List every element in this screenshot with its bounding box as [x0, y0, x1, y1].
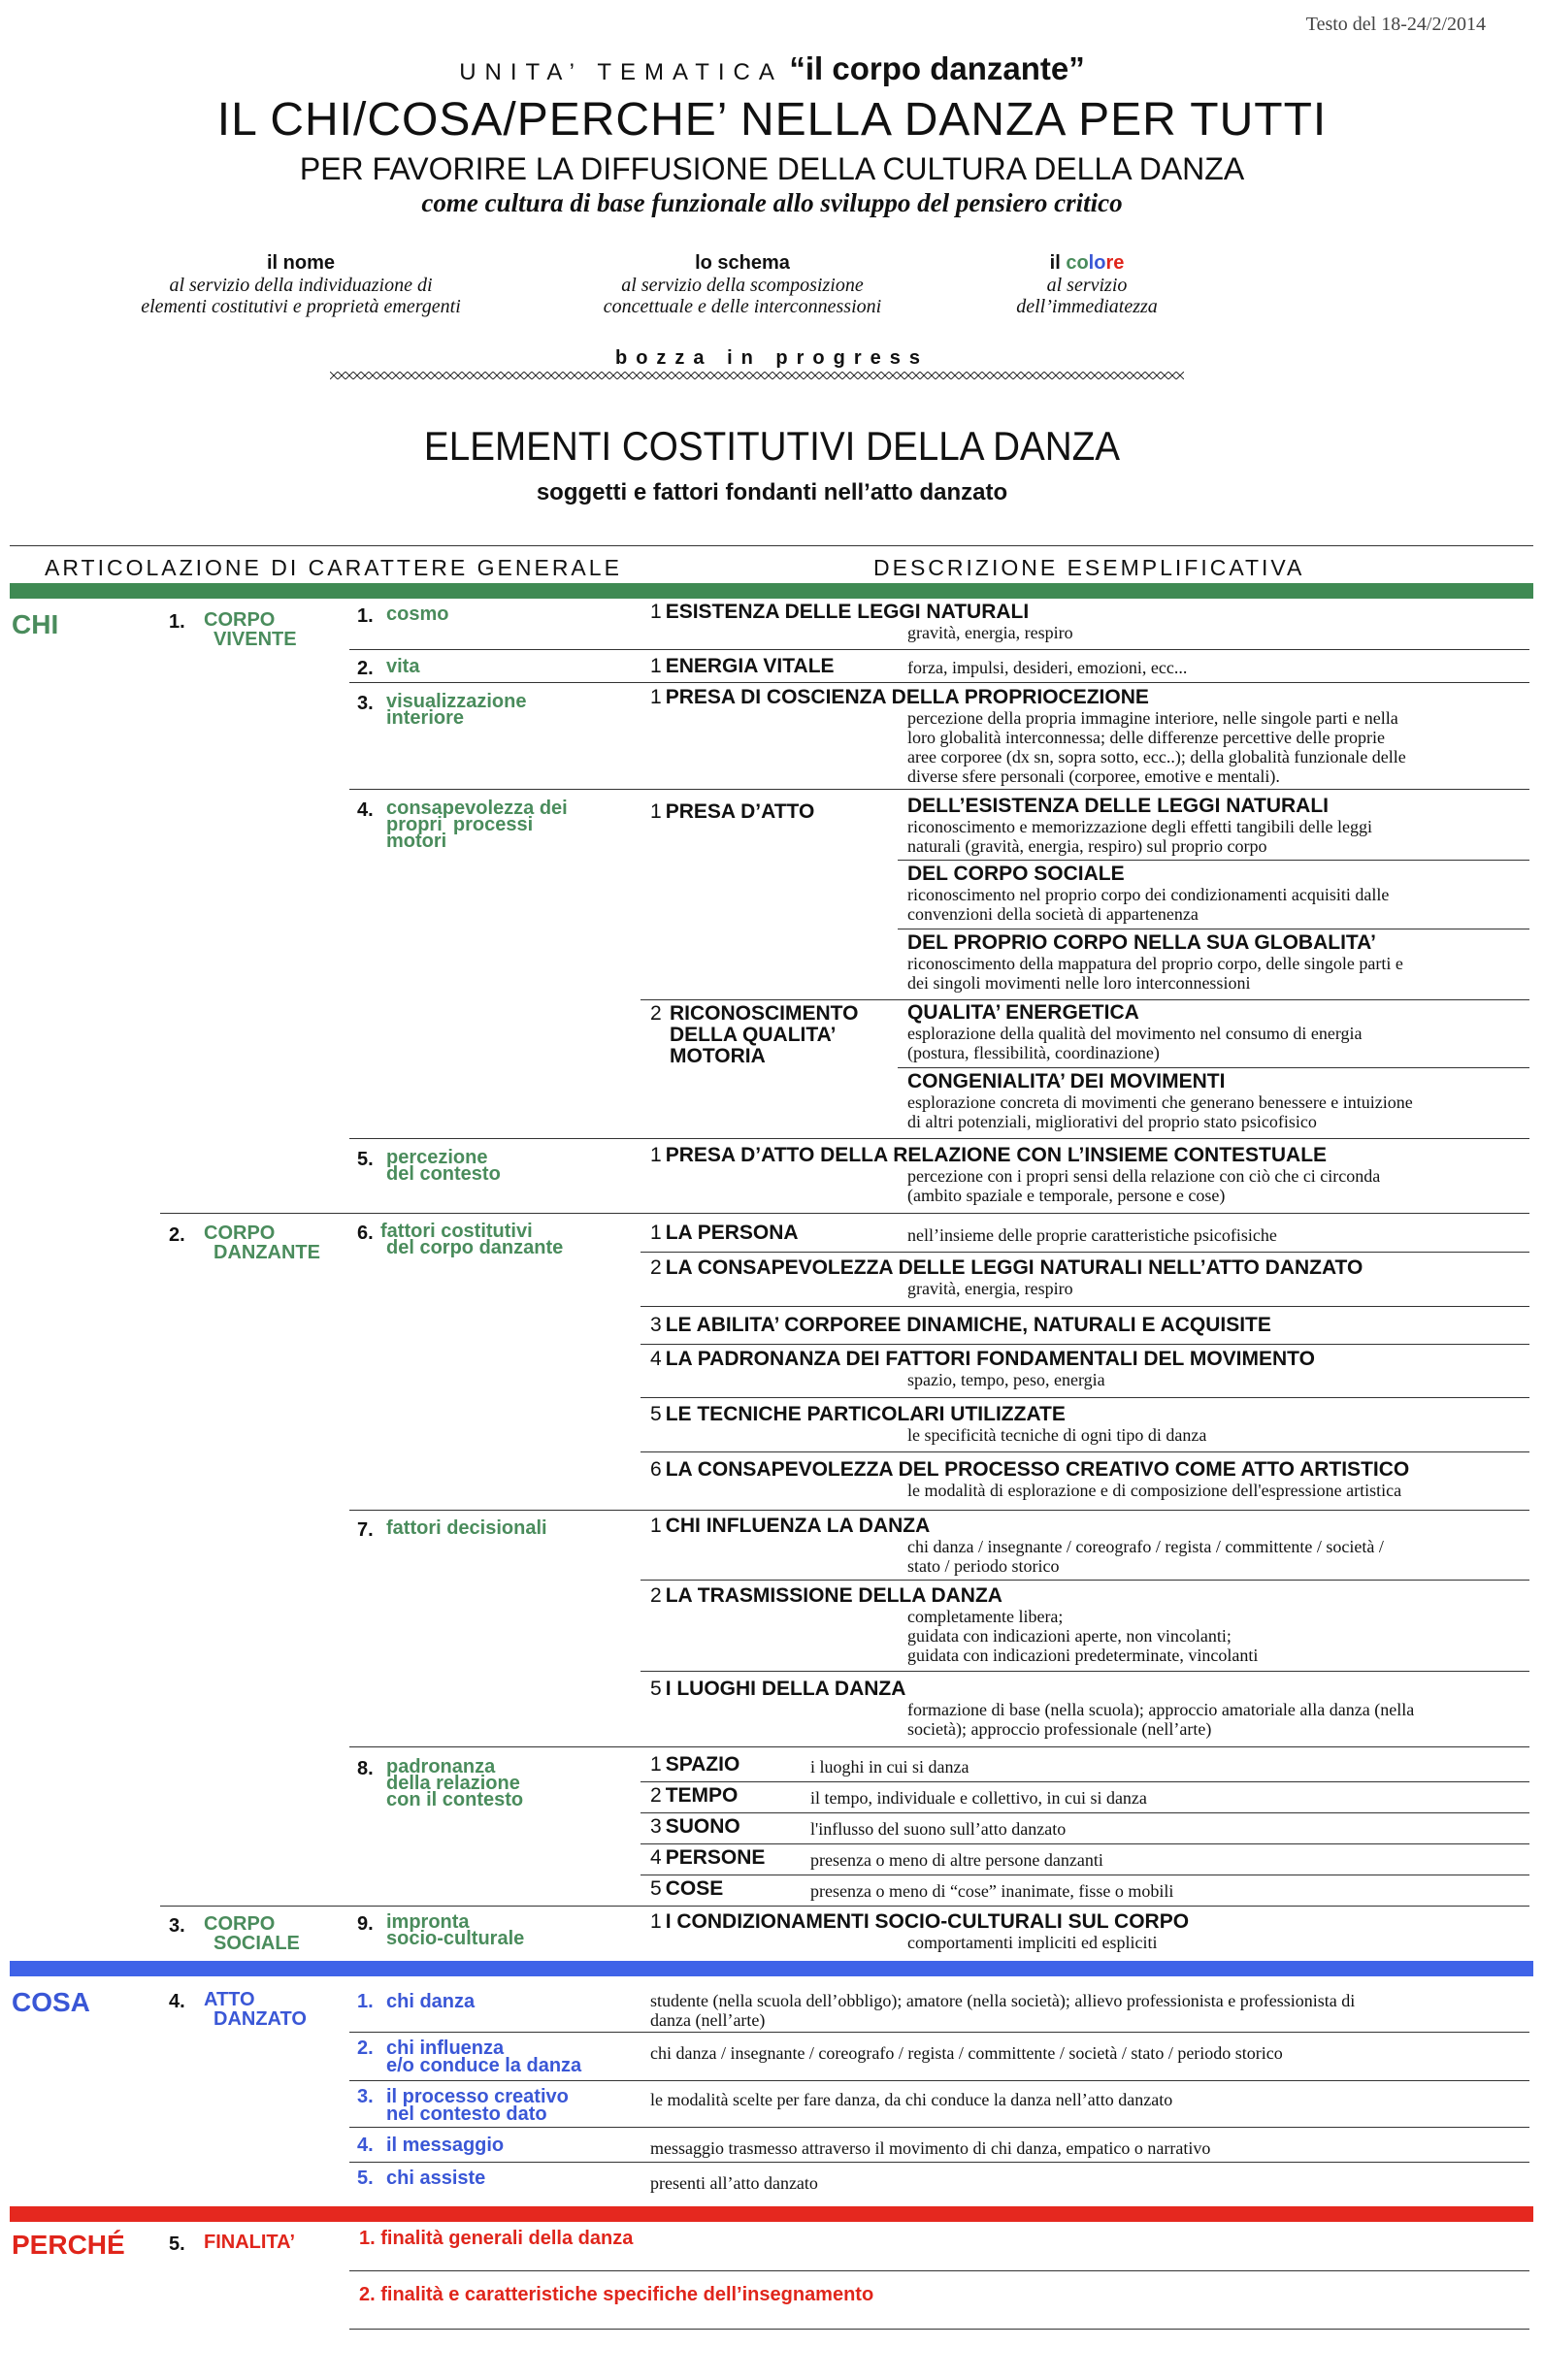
subitem-label: padronanza [386, 1756, 496, 1777]
desc-num: 4 [650, 1348, 662, 1370]
desc-text: comportamenti impliciti ed espliciti [907, 1933, 1158, 1952]
desc-num: 6 [650, 1458, 662, 1481]
rule [349, 2329, 1529, 2330]
desc-title: LE TECNICHE PARTICOLARI UTILIZZATE [665, 1403, 1066, 1425]
desc-title: I LUOGHI DELLA DANZA [665, 1678, 906, 1700]
rule [349, 682, 1529, 683]
rule [349, 2162, 1529, 2163]
desc-num: 1 [650, 1144, 662, 1166]
cosa-item-label: nel contesto dato [386, 2103, 547, 2125]
relation-row [650, 1784, 1147, 1808]
group-label-2: SOCIALE [214, 1933, 300, 1954]
subitem-num: 6. [357, 1223, 374, 1244]
rule [349, 2080, 1529, 2081]
subitem-label: impronta [386, 1911, 470, 1933]
subtitle: PER FAVORIRE LA DIFFUSIONE DELLA CULTURA DELLA DANZA [299, 151, 1245, 186]
group-label-2: DANZATO [214, 2008, 307, 2030]
pillar-schema [543, 252, 941, 317]
draft-label: bozza in progress [614, 347, 930, 369]
relation-value: l'influsso del suono sull’atto danzato [810, 1819, 1067, 1839]
desc-text: (ambito spaziale e temporale, persone e cose) [907, 1186, 1226, 1205]
cosa-item-desc [650, 1991, 1528, 2030]
desc-text: le specificità tecniche di ogni tipo di danza [907, 1425, 1207, 1445]
rule [898, 860, 1529, 861]
desc-padronanza-fattori [650, 1349, 1524, 1389]
column-header-right: DESCRIZIONE ESEMPLIFICATIVA [873, 555, 1305, 580]
desc-text: di altri potenziali, migliorativi del proprio stato psicofisico [907, 1112, 1317, 1131]
relation-value: presenza o meno di altre persone danzanti [810, 1850, 1103, 1870]
cosa-item-label: chi danza [386, 1991, 476, 2012]
cosa-item-num: 3. [357, 2086, 374, 2107]
desc-text: guidata con indicazioni aperte, non vincolanti; [907, 1626, 1232, 1646]
desc-title: PRESA D’ATTO [665, 800, 815, 823]
desc-chi-influenza [650, 1516, 1524, 1576]
pillar-colore-title: il colore [1049, 252, 1125, 274]
subitem-label: motori [386, 831, 447, 852]
desc-vita [650, 656, 1524, 677]
pillar-colore-line1: al servizio [1046, 275, 1128, 296]
rule [349, 2127, 1529, 2128]
desc-abilita [650, 1315, 1524, 1336]
desc-tecniche [650, 1404, 1524, 1445]
relation-key: SPAZIO [665, 1753, 740, 1776]
desc-title: CHI INFLUENZA LA DANZA [665, 1515, 931, 1537]
desc-text: formazione di base (nella scuola); approccio amatoriale alla danza (nella [907, 1700, 1415, 1719]
cosa-item-label: il processo creativo [386, 2086, 569, 2107]
group-num: 2. [169, 1224, 185, 1246]
cosa-label: COSA [12, 1987, 90, 2017]
subitem-label: del corpo danzante [386, 1237, 564, 1258]
subitem-label: interiore [386, 707, 465, 729]
subitem-label: vita [386, 656, 420, 677]
pillar-schema-line1: al servizio della scomposizione [621, 275, 864, 296]
desc-text: aree corporee (dx sn, sopra sotto, ecc..); della globalità funzionale delle [907, 747, 1406, 766]
desc-congenialita [907, 1071, 1528, 1131]
desc-luoghi [650, 1679, 1528, 1739]
perche-bar [10, 2206, 1533, 2222]
group-num: 1. [169, 611, 185, 633]
tagline: come cultura di base funzionale allo sviluppo del pensiero critico [421, 188, 1123, 217]
relation-row [650, 1815, 1067, 1839]
desc-num: 1 [650, 686, 662, 708]
rule [641, 1671, 1529, 1672]
desc-text: forza, impulsi, desideri, emozioni, ecc... [907, 658, 1188, 677]
rule [349, 649, 1529, 650]
rule [641, 1344, 1529, 1345]
group-label-1: CORPO [204, 1223, 276, 1244]
subitem-label: percezione [386, 1147, 488, 1168]
group-label-1: CORPO [204, 609, 276, 631]
chi-bar [10, 583, 1533, 599]
rule [641, 1812, 1529, 1813]
desc-trasmissione [650, 1585, 1524, 1665]
rule [349, 1746, 1529, 1747]
cosa-item-num: 5. [357, 2168, 374, 2189]
desc-text: le modalità di esplorazione e di composizione dell'espressione artistica [907, 1481, 1402, 1500]
rule [160, 1213, 1529, 1214]
relation-key: COSE [665, 1877, 724, 1900]
desc-title: DELLA QUALITA’ [670, 1024, 837, 1046]
desc-corpo-sociale [907, 864, 1528, 924]
rule [641, 1451, 1529, 1452]
relation-key: PERSONE [665, 1846, 766, 1869]
cosa-item-label: e/o conduce la danza [386, 2055, 582, 2076]
cosa-desc-line: studente (nella scuola dell’obbligo); amatore (nella società); allievo professionista e professionista di [650, 1991, 1356, 2010]
cosa-item-desc: messaggio trasmesso attraverso il movimento di chi danza, empatico o narrativo [650, 2138, 1211, 2158]
desc-text: riconoscimento e memorizzazione degli effetti tangibili delle leggi [907, 817, 1372, 836]
cosa-item-desc: le modalità scelte per fare danza, da chi conduce la danza nell’atto danzato [650, 2090, 1173, 2109]
pillar-nome-line1: al servizio della individuazione di [169, 275, 433, 296]
subitem-label: con il contesto [386, 1789, 524, 1810]
desc-title: ENERGIA VITALE [665, 655, 835, 677]
subitem-label: fattori costitutivi [380, 1221, 533, 1242]
desc-text: stato / periodo storico [907, 1556, 1060, 1576]
desc-qualita-energetica [907, 1002, 1528, 1062]
desc-text: spazio, tempo, peso, energia [907, 1370, 1105, 1389]
desc-leggi-naturali [907, 796, 1528, 856]
desc-text: chi danza / insegnante / coreografo / regista / committente / società / [907, 1537, 1384, 1556]
desc-text: diverse sfere personali (corporee, emotive e mentali). [907, 766, 1280, 786]
relation-num: 4 [650, 1846, 662, 1869]
desc-num: 1 [650, 1222, 662, 1244]
relation-num: 2 [650, 1784, 662, 1807]
relation-row [650, 1846, 1103, 1870]
desc-text: loro globalità interconnessa; delle differenze percettive delle proprie [907, 728, 1385, 747]
column-header-left: ARTICOLAZIONE DI CARATTERE GENERALE [45, 555, 622, 580]
unit-title: “il corpo danzante” [789, 50, 1085, 86]
desc-text: gravità, energia, respiro [907, 623, 1073, 642]
cosa-desc-line: danza (nell’arte) [650, 2010, 766, 2030]
desc-text: nell’insieme delle proprie caratteristiche psicofisiche [907, 1225, 1277, 1245]
rule [349, 1138, 1529, 1139]
desc-num: 2 [650, 1256, 662, 1279]
rule [10, 545, 1533, 546]
cosa-bar [10, 1961, 1533, 1976]
subitem-label: propri processi [386, 814, 534, 835]
pillar-nome [87, 252, 514, 317]
desc-title: RICONOSCIMENTO [670, 1002, 859, 1025]
desc-text: convenzioni della società di appartenenza [907, 904, 1199, 924]
desc-text: percezione della propria immagine interiore, nelle singole parti e nella [907, 708, 1398, 728]
desc-num: 1 [650, 1910, 662, 1933]
subitem-label: fattori decisionali [386, 1517, 547, 1539]
subitem-num: 3. [357, 693, 374, 714]
desc-presa-datto [650, 801, 814, 823]
desc-text: riconoscimento nel proprio corpo dei condizionamenti acquisiti dalle [907, 885, 1390, 904]
desc-text: esplorazione della qualità del movimento nel consumo di energia [907, 1024, 1363, 1043]
relation-num: 1 [650, 1753, 662, 1776]
unit-heading [0, 50, 1544, 87]
desc-globalita [907, 932, 1528, 993]
desc-text: completamente libera; [907, 1607, 1064, 1626]
desc-processo-creativo [650, 1459, 1528, 1500]
rule [641, 1397, 1529, 1398]
desc-persona [650, 1223, 1524, 1244]
relation-value: i luoghi in cui si danza [810, 1757, 969, 1777]
desc-num: 2 [650, 1584, 662, 1607]
relation-key: TEMPO [665, 1784, 739, 1807]
date-note: Testo del 18-24/2/2014 [1305, 14, 1486, 35]
desc-title: LA CONSAPEVOLEZZA DEL PROCESSO CREATIVO COME ATTO ARTISTICO [665, 1458, 1410, 1481]
desc-text: dei singoli movimenti nelle loro interconnessioni [907, 973, 1251, 993]
desc-title: CONGENIALITA’ DEI MOVIMENTI [907, 1070, 1226, 1092]
group-label-1: CORPO [204, 1913, 276, 1935]
desc-title: LA PADRONANZA DEI FATTORI FONDAMENTALI DEL MOVIMENTO [665, 1348, 1315, 1370]
relation-num: 3 [650, 1815, 662, 1838]
desc-propriocezione [650, 687, 1524, 786]
desc-text: gravità, energia, respiro [907, 1279, 1073, 1298]
rule [898, 1067, 1529, 1068]
subitem-num: 2. [357, 658, 374, 679]
subitem-label: cosmo [386, 603, 449, 625]
group-label-1: FINALITA’ [204, 2232, 296, 2253]
section-subtitle: soggetti e fattori fondanti nell’atto danzato [536, 479, 1008, 505]
cosa-item-label: il messaggio [386, 2135, 505, 2156]
subitem-num: 5. [357, 1149, 374, 1170]
cosa-item-desc: presenti all’atto danzato [650, 2173, 818, 2193]
main-title: IL CHI/COSA/PERCHE’ NELLA DANZA PER TUTTI [216, 94, 1328, 146]
desc-title: ESISTENZA DELLE LEGGI NATURALI [665, 601, 1030, 623]
subitem-label: socio-culturale [386, 1928, 525, 1949]
subitem-label: del contesto [386, 1163, 501, 1185]
desc-title: MOTORIA [670, 1045, 766, 1067]
desc-text: esplorazione concreta di movimenti che generano benessere e intuizione [907, 1092, 1413, 1112]
subitem-label: consapevolezza dei [386, 798, 568, 819]
rule [641, 1306, 1529, 1307]
desc-num: 2 [650, 1002, 662, 1025]
finalita-item-specifiche: 2. finalità e caratteristiche specifiche dell’insegnamento [359, 2284, 874, 2305]
cosa-item-num: 1. [357, 1991, 374, 2012]
subitem-num: 1. [357, 605, 374, 627]
desc-title: LA TRASMISSIONE DELLA DANZA [665, 1584, 1002, 1607]
desc-title: PRESA D’ATTO DELLA RELAZIONE CON L’INSIEME CONTESTUALE [665, 1144, 1328, 1166]
rule [349, 2032, 1529, 2033]
cosa-item-num: 4. [357, 2135, 374, 2156]
relation-key: SUONO [665, 1815, 740, 1838]
group-label-2: DANZANTE [214, 1242, 320, 1263]
perche-label: PERCHÉ [12, 2230, 125, 2260]
wavy-divider [330, 372, 1184, 379]
rule [641, 1781, 1529, 1782]
relation-value: il tempo, individuale e collettivo, in cui si danza [810, 1788, 1147, 1808]
rule [641, 1843, 1529, 1844]
group-num: 5. [169, 2233, 185, 2255]
group-label-1: ATTO [204, 1989, 255, 2010]
desc-num: 1 [650, 1515, 662, 1537]
relation-row [650, 1753, 969, 1777]
cosa-item-label: chi influenza [386, 2038, 505, 2059]
desc-title: I CONDIZIONAMENTI SOCIO-CULTURALI SUL CORPO [665, 1910, 1190, 1933]
desc-text: naturali (gravità, energia, respiro) sul proprio corpo [907, 836, 1267, 856]
section-title: ELEMENTI COSTITUTIVI DELLA DANZA [423, 423, 1121, 469]
desc-num: 1 [650, 601, 662, 623]
relation-value: presenza o meno di “cose” inanimate, fisse o mobili [810, 1881, 1174, 1901]
desc-title: PRESA DI COSCIENZA DELLA PROPRIOCEZIONE [665, 686, 1149, 708]
desc-consapevolezza-leggi [650, 1257, 1524, 1298]
relation-row [650, 1877, 1174, 1901]
desc-text: percezione con i propri sensi della relazione con ciò che ci circonda [907, 1166, 1381, 1186]
rule [641, 999, 1529, 1000]
desc-text: società); approccio professionale (nell’arte) [907, 1719, 1212, 1739]
unit-prefix: UNITA’ TEMATICA [459, 59, 783, 85]
desc-num: 1 [650, 655, 662, 677]
rule [349, 789, 1529, 790]
pillar-colore [1000, 252, 1174, 317]
pillar-colore-line2: dell’immediatezza [1016, 296, 1158, 317]
subitem-num: 7. [357, 1519, 374, 1541]
finalita-item-generali: 1. finalità generali della danza [359, 2228, 634, 2249]
desc-text: (postura, flessibilità, coordinazione) [907, 1043, 1160, 1062]
desc-title: DELL’ESISTENZA DELLE LEGGI NATURALI [907, 795, 1330, 817]
desc-title: LA PERSONA [665, 1222, 799, 1244]
cosa-item-num: 2. [357, 2038, 374, 2059]
subitem-label: visualizzazione [386, 691, 527, 712]
pillar-schema-line2: concettuale e delle interconnessioni [603, 296, 882, 317]
group-label-2: VIVENTE [214, 629, 297, 650]
pillar-schema-title: lo schema [695, 252, 790, 274]
desc-num: 5 [650, 1403, 662, 1425]
desc-relazione [650, 1145, 1524, 1205]
chi-label: CHI [12, 609, 59, 639]
subitem-num: 9. [357, 1913, 374, 1935]
cosa-item-desc: chi danza / insegnante / coreografo / regista / committente / società / stato / periodo storico [650, 2043, 1283, 2063]
desc-condizionamenti [650, 1911, 1524, 1952]
rule [349, 1510, 1529, 1511]
subitem-num: 4. [357, 799, 374, 821]
desc-num: 5 [650, 1678, 662, 1700]
desc-cosmo [650, 602, 1524, 642]
desc-title: DEL PROPRIO CORPO NELLA SUA GLOBALITA’ [907, 931, 1377, 954]
desc-title: LA CONSAPEVOLEZZA DELLE LEGGI NATURALI NELL’ATTO DANZATO [665, 1256, 1363, 1279]
subitem-num: 8. [357, 1758, 374, 1779]
cosa-item-label: chi assiste [386, 2168, 486, 2189]
group-num: 4. [169, 1991, 185, 2012]
desc-text: guidata con indicazioni predeterminate, vincolanti [907, 1646, 1259, 1665]
relation-num: 5 [650, 1877, 662, 1900]
pillar-nome-title: il nome [266, 252, 335, 274]
rule [641, 1252, 1529, 1253]
rule [641, 1580, 1529, 1581]
desc-title: DEL CORPO SOCIALE [907, 863, 1125, 885]
desc-title: LE ABILITA’ CORPOREE DINAMICHE, NATURALI E ACQUISITE [665, 1314, 1271, 1336]
rule [160, 1906, 1529, 1907]
desc-title: QUALITA’ ENERGETICA [907, 1001, 1139, 1024]
rule [349, 2270, 1529, 2271]
group-num: 3. [169, 1915, 185, 1937]
desc-num: 1 [650, 800, 662, 823]
desc-text: riconoscimento della mappatura del proprio corpo, delle singole parti e [907, 954, 1403, 973]
subitem-label: della relazione [386, 1773, 520, 1794]
desc-num: 3 [650, 1314, 662, 1336]
pillar-nome-line2: elementi costitutivi e proprietà emergenti [141, 296, 461, 317]
